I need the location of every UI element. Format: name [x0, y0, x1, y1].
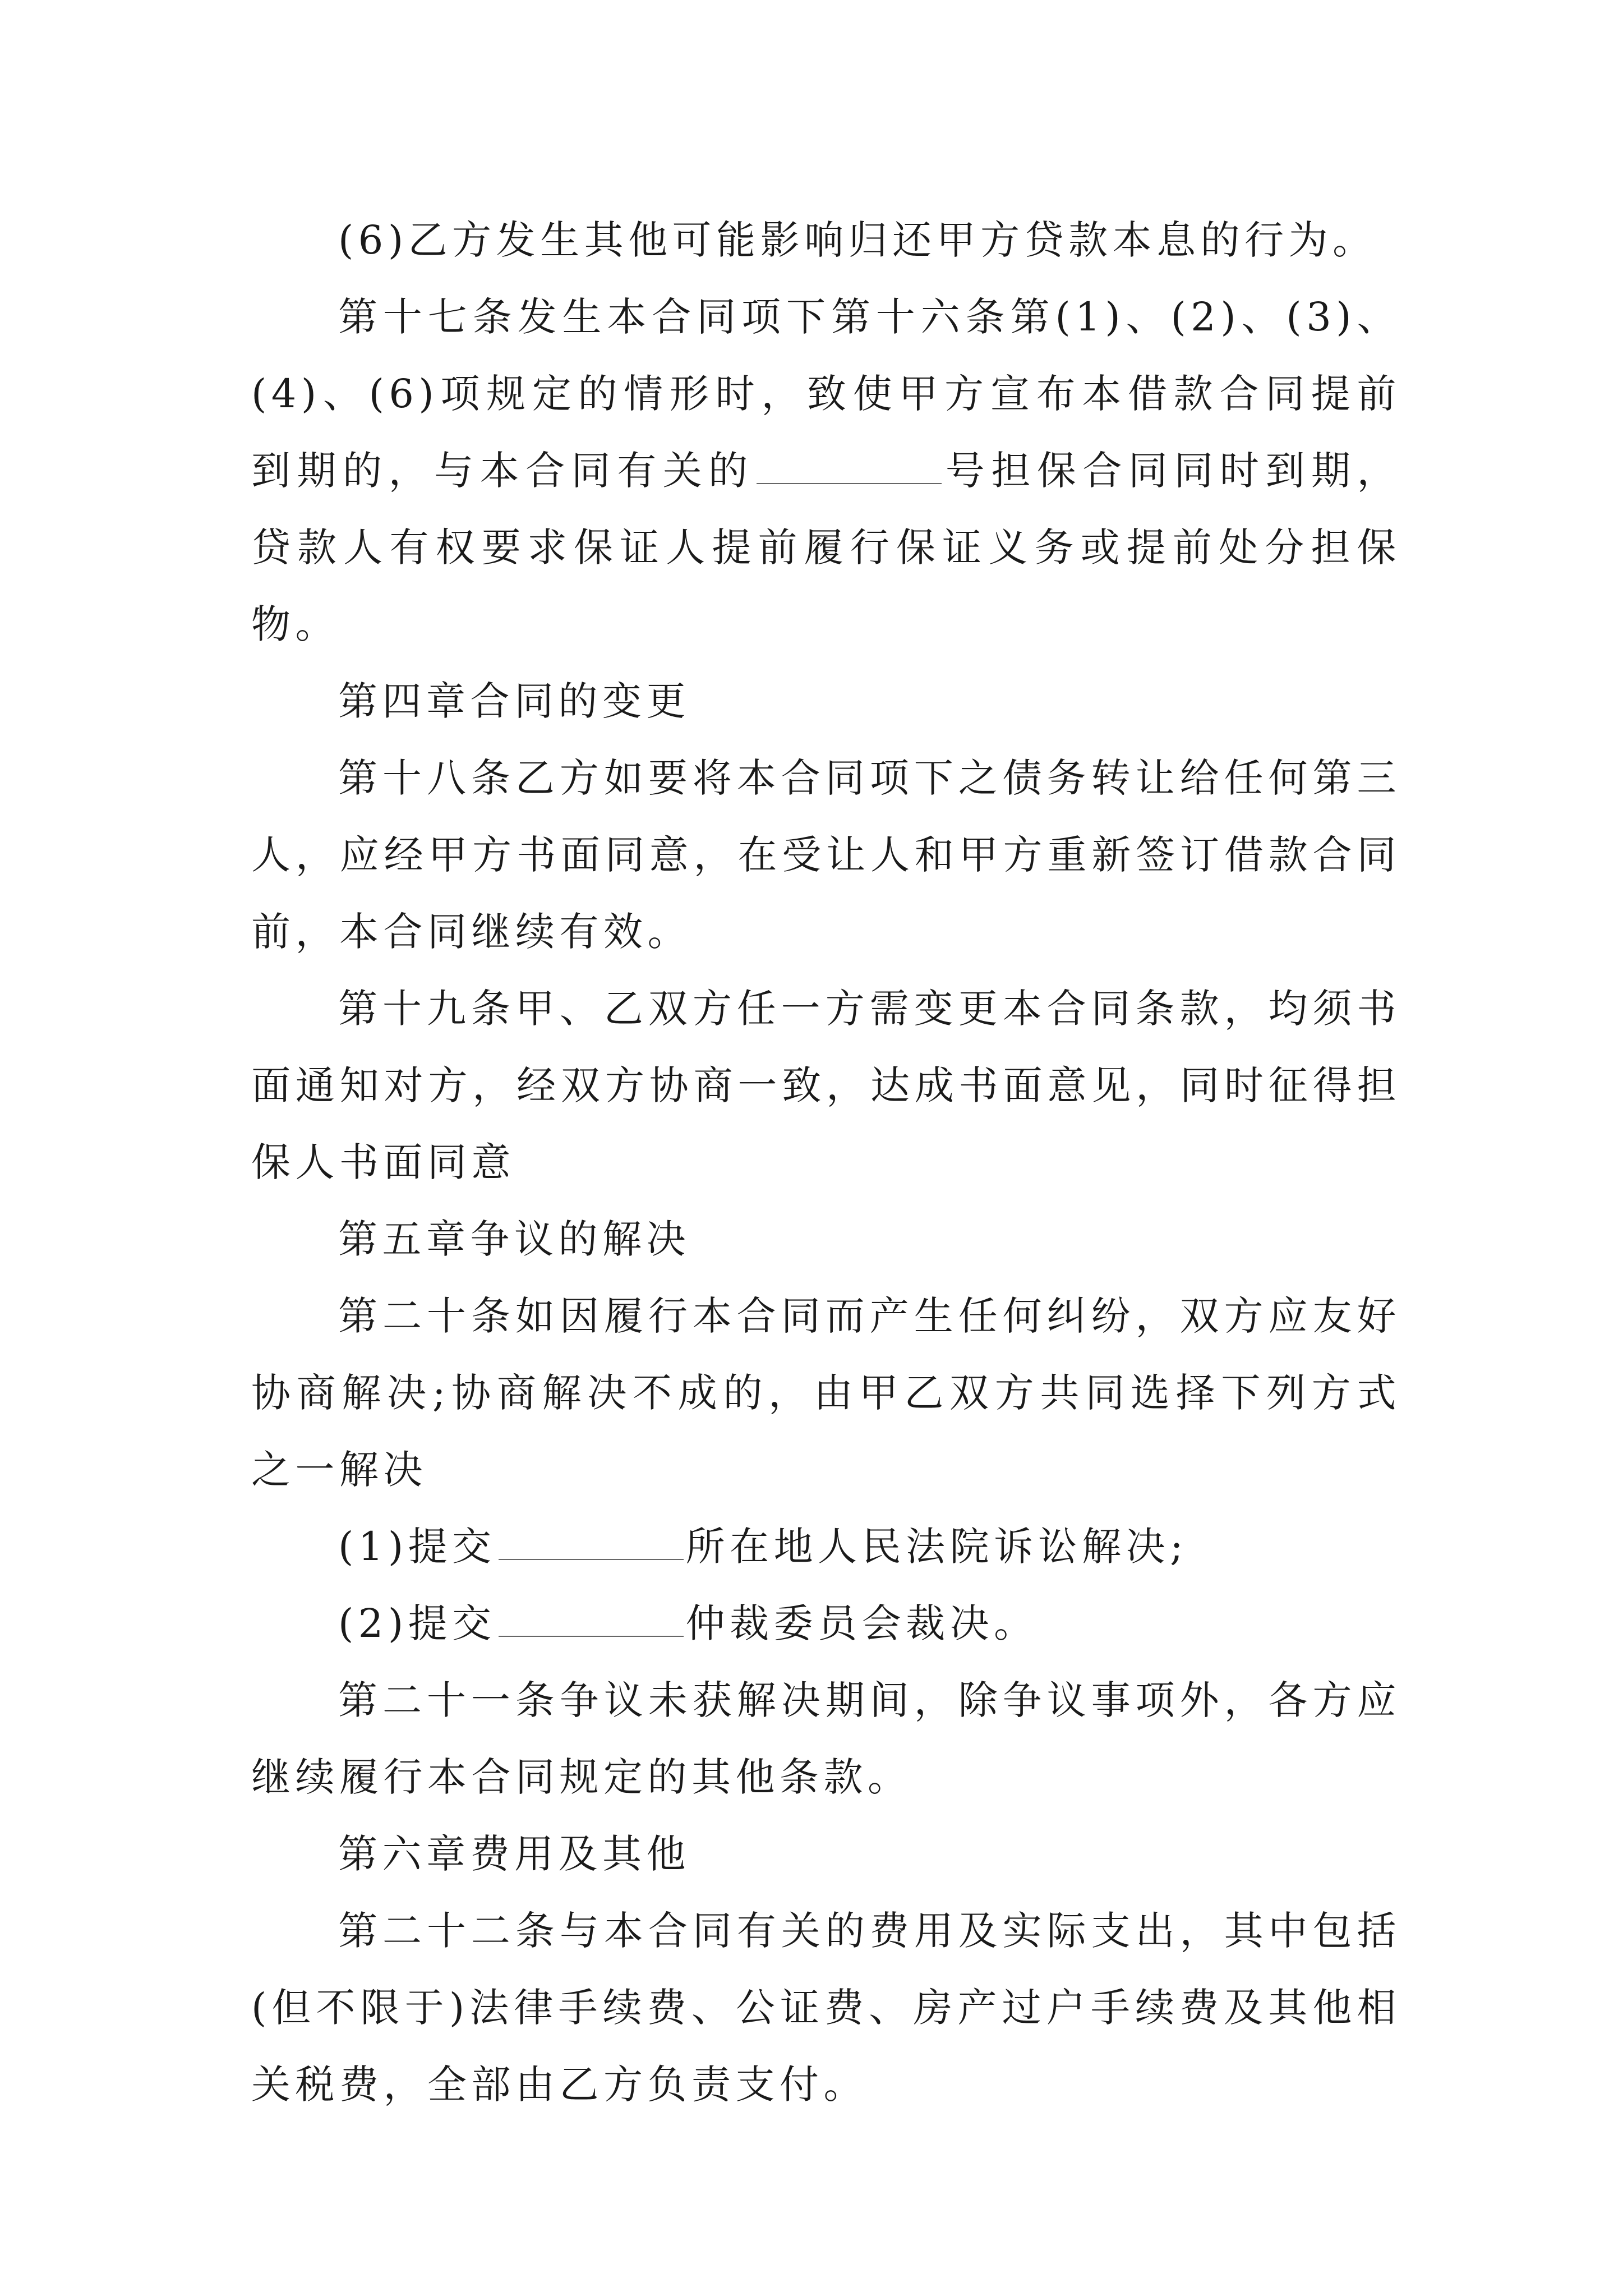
clause-text: 第十八条乙方如要将本合同项下之债务转让给任何第三人，应经甲方书面同意，在受让人和甲方重新签订借款合同前，本合同继续有效。 [251, 755, 1401, 955]
clause-16-item-6 [251, 202, 1401, 279]
clause-21 [251, 1662, 1401, 1816]
clause-text: 第十九条甲、乙双方任一方需变更本合同条款，均须书面通知对方，经双方协商一致，达成书面意见，同时征得担保人书面同意 [251, 986, 1401, 1185]
chapter-title: 第六章费用及其他 [338, 1831, 690, 1877]
clause-text: (6)乙方发生其他可能影响归还甲方贷款本息的行为。 [338, 217, 1377, 263]
clause-20 [251, 1278, 1401, 1508]
clause-text: 第二十条如因履行本合同而产生任何纠纷，双方应友好协商解决;协商解决不成的，由甲乙双方共同选择下列方式之一解决 [251, 1293, 1401, 1493]
chapter-6-heading [251, 1816, 1401, 1893]
clause-text: 仲裁委员会裁决。 [685, 1600, 1038, 1646]
clause-22 [251, 1893, 1401, 2123]
contract-body [251, 202, 1401, 2123]
clause-20-option-1 [251, 1508, 1401, 1585]
clause-18 [251, 740, 1401, 970]
clause-text: 所在地人民法院诉讼解决; [685, 1524, 1188, 1570]
clause-20-option-2 [251, 1585, 1401, 1662]
clause-17 [251, 279, 1401, 663]
chapter-title: 第四章合同的变更 [338, 678, 690, 724]
chapter-title: 第五章争议的解决 [338, 1216, 690, 1262]
clause-text: (1)提交 [338, 1524, 496, 1570]
fill-in-blank [757, 450, 942, 484]
clause-text: 第二十一条争议未获解决期间，除争议事项外，各方应继续履行本合同规定的其他条款。 [251, 1677, 1401, 1800]
chapter-5-heading [251, 1201, 1401, 1278]
clause-text: (2)提交 [338, 1600, 496, 1646]
fill-in-blank [499, 1526, 684, 1560]
chapter-4-heading [251, 663, 1401, 740]
fill-in-blank [499, 1603, 684, 1637]
clause-text: 第二十二条与本合同有关的费用及实际支出，其中包括(但不限于)法律手续费、公证费、房产过户手续费及其他相关税费，全部由乙方负责支付。 [251, 1908, 1401, 2108]
clause-19 [251, 970, 1401, 1201]
clause-text: 号担保合同同时到期，贷款人有权要求保证人提前履行保证义务或提前处分担保物。 [251, 448, 1401, 647]
clause-text: 第十七条发生本合同项下第十六条第(1)、(2)、(3)、(4)、(6)项规定的情形时，致使甲方宣布本借款合同提前到期的，与本合同有关的 [251, 294, 1401, 494]
